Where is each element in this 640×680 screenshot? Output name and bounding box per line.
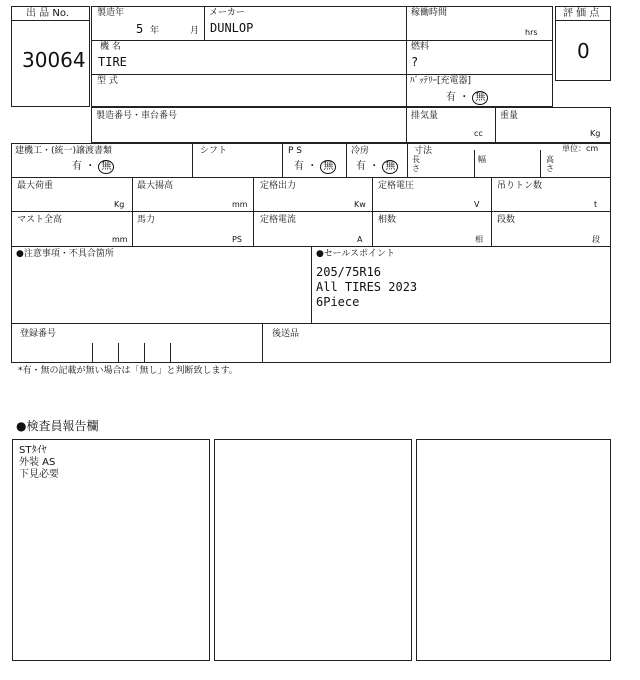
- weight-label: 重量: [500, 111, 519, 121]
- transfer-no-circled: 無: [98, 160, 114, 174]
- displacement-label: 排気量: [411, 111, 439, 121]
- max-lift-unit: mm: [232, 200, 248, 209]
- ps-options: 有 ・ 無: [294, 160, 336, 174]
- battery-yes: 有: [446, 92, 456, 103]
- serial-label: 製造番号・車台番号: [96, 111, 178, 121]
- footnote: *有・無の記載が無い場合は「無し」と判断致します。: [18, 366, 238, 376]
- sales-line-2: All TIRES 2023: [316, 280, 418, 294]
- inspector-line-1: STﾀｲﾔ: [19, 445, 47, 456]
- maker-label: メーカー: [209, 8, 245, 18]
- rated-voltage-unit: V: [474, 200, 480, 209]
- inspector-panel-2: [214, 439, 412, 661]
- registration-box: [11, 323, 611, 363]
- hours-label: 稼働時間: [411, 8, 448, 18]
- lot-label: 出 品 No.: [26, 8, 69, 19]
- rated-current-label: 定格電流: [260, 215, 297, 225]
- dims-height: 高 さ: [546, 155, 554, 173]
- model-label: 機 名: [100, 42, 121, 52]
- battery-dot: ・: [459, 92, 470, 103]
- rating-value: 0: [577, 39, 590, 63]
- rated-voltage-label: 定格電圧: [378, 181, 415, 191]
- battery-no-circled: 無: [472, 91, 488, 105]
- sales-line-1: 205/75R16: [316, 265, 382, 279]
- ac-options: 有 ・ 無: [356, 160, 398, 174]
- shift-label: シフト: [200, 146, 228, 156]
- type-label: 型 式: [97, 76, 118, 86]
- dims-unit-note: 単位：cm: [562, 144, 599, 153]
- transfer-label: 建機工・(統一)譲渡書類: [15, 146, 113, 156]
- inspector-panel-3: [416, 439, 611, 661]
- transfer-options: 有 ・ 無: [72, 160, 114, 174]
- mast-height-label: マスト全高: [17, 215, 63, 225]
- maker-value: DUNLOP: [210, 21, 254, 35]
- max-load-label: 最大荷重: [17, 181, 54, 191]
- max-lift-label: 最大揚高: [137, 181, 174, 191]
- horsepower-unit: PS: [232, 235, 242, 244]
- displacement-unit: cc: [474, 129, 483, 138]
- inspector-title: ●検査員報告欄: [16, 419, 99, 433]
- horsepower-label: 馬力: [137, 215, 156, 225]
- ps-no-circled: 無: [320, 160, 336, 174]
- rating-label: 評 価 点: [563, 8, 600, 19]
- phase-label: 相数: [378, 215, 397, 225]
- crane-tons-label: 吊りトン数: [497, 181, 543, 191]
- lot-number: 30064: [22, 48, 86, 72]
- stages-label: 段数: [497, 215, 516, 225]
- sales-label: ●セールスポイント: [316, 249, 396, 259]
- rated-current-unit: A: [357, 235, 363, 244]
- rated-output-label: 定格出力: [260, 181, 297, 191]
- fuel-label: 燃料: [411, 42, 430, 52]
- stages-unit: 段: [592, 235, 600, 244]
- weight-unit: Kg: [590, 129, 601, 138]
- inspector-line-2: 外装 AS: [19, 457, 56, 468]
- ac-no-circled: 無: [382, 160, 398, 174]
- max-load-unit: Kg: [114, 200, 125, 209]
- dims-label: 寸法: [414, 146, 433, 156]
- ac-label: 冷房: [351, 146, 370, 156]
- reg-label: 登録番号: [20, 329, 57, 339]
- model-value: TIRE: [98, 55, 127, 69]
- year-label: 製造年: [97, 8, 125, 18]
- year-tsuki: 月: [190, 26, 200, 36]
- rated-output-unit: Kw: [354, 200, 366, 209]
- inspector-line-3: 下見必要: [19, 469, 59, 480]
- shipping-label: 後送品: [272, 329, 300, 339]
- hours-unit: hrs: [525, 28, 538, 37]
- dims-length: 長 さ: [412, 155, 420, 173]
- dims-width: 幅: [478, 155, 486, 164]
- crane-tons-unit: t: [594, 200, 598, 209]
- battery-options: [446, 91, 488, 105]
- battery-label: ﾊﾞｯﾃﾘｰ[充電器]: [410, 76, 472, 86]
- spec-grid: [11, 143, 611, 247]
- year-nen: 年: [150, 26, 160, 36]
- sales-line-3: 6Piece: [316, 295, 360, 309]
- mast-height-unit: mm: [112, 235, 128, 244]
- ps-label: P S: [288, 146, 303, 156]
- fuel-value: ?: [411, 55, 419, 69]
- phase-unit: 相: [475, 235, 483, 244]
- year-value: 5: [136, 22, 144, 36]
- notes-label: ●注意事項・不具合箇所: [16, 249, 114, 259]
